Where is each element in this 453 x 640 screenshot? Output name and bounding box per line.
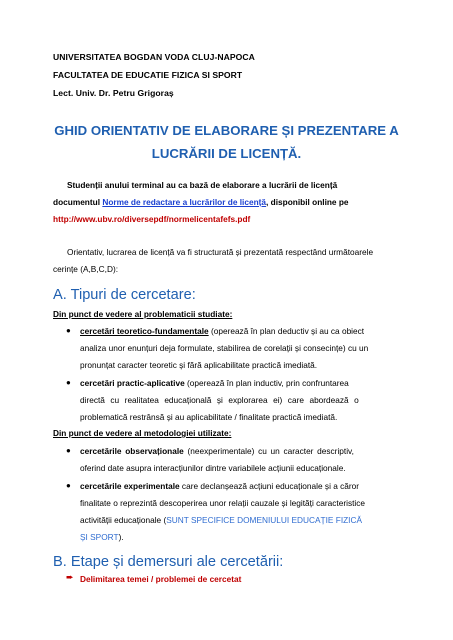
b4-line3 bbox=[80, 515, 362, 525]
norme-url[interactable]: http://www.ubv.ro/diversepdf/normelicentafefs.pdf bbox=[53, 214, 251, 224]
section-a-sub2: Din punct de vedere al metodologiei utilizate: bbox=[53, 428, 232, 438]
intro-line2 bbox=[53, 197, 349, 207]
section-a-heading: A. Tipuri de cercetare: bbox=[53, 287, 196, 303]
b1-line1 bbox=[80, 326, 364, 336]
bullet-dot-icon: ● bbox=[66, 446, 71, 455]
b1-line3: pronunțat caracter teoretic și fără aplicabilitate practică imediată. bbox=[80, 360, 318, 370]
b1-term: cercetări teoretico-fundamentale bbox=[80, 326, 209, 336]
b3-line1 bbox=[80, 446, 354, 456]
b4-term: cercetările experimentale bbox=[80, 481, 180, 491]
b2-line1 bbox=[80, 378, 349, 388]
bullet-dot-icon: ● bbox=[66, 378, 71, 387]
document-title-line1: GHID ORIENTATIV DE ELABORARE ȘI PREZENTARE A bbox=[54, 123, 399, 138]
b1-line2: analiza unor enunțuri deja formulate, stabilirea de corelații și consecințe) cu un bbox=[80, 343, 369, 353]
b4-text3: activității educaționale ( bbox=[80, 515, 167, 525]
orientation-line2: cerințe (A,B,C,D): bbox=[53, 264, 119, 274]
b1-text1: (operează în plan deductiv și au ca obiect bbox=[208, 326, 365, 336]
lecturer-name: Lect. Univ. Dr. Petru Grigoraș bbox=[53, 88, 174, 98]
right-arrow-icon: ➨ bbox=[66, 572, 74, 582]
intro-line2-pre: documentul bbox=[53, 197, 103, 207]
university-name: UNIVERSITATEA BOGDAN VODA CLUJ-NAPOCA bbox=[53, 52, 255, 62]
b4-text1: care declanșează acțiuni educaționale și a căror bbox=[179, 481, 360, 491]
b4-line4 bbox=[80, 532, 124, 542]
b3-text1: (neexperimentale) cu un caracter descriptiv, bbox=[183, 446, 354, 456]
intro-line1: Studenții anului terminal au ca bază de elaborare a lucrării de licență bbox=[67, 180, 338, 190]
orientation-line1: Orientativ, lucrarea de licență va fi structurată și prezentată respectând următoarele bbox=[67, 247, 374, 257]
section-a-sub1: Din punct de vedere al problematicii studiate: bbox=[53, 309, 233, 319]
document-title-line2: LUCRĂRII DE LICENȚĂ. bbox=[151, 146, 302, 161]
section-b-item1: Delimitarea temei / problemei de cercetat bbox=[80, 574, 242, 584]
b3-term: cercetările observaționale bbox=[80, 446, 184, 456]
b2-line2: directă cu realitatea educațională și explorarea ei) care abordează o bbox=[80, 395, 359, 405]
b2-text1: (operează în plan inductiv, prin confruntarea bbox=[184, 378, 349, 388]
b3-line2: oferind date asupra interacțiunilor dintre variabilele acțiunii educaționale. bbox=[80, 463, 346, 473]
b2-line3: problematică restrânsă și au aplicabilitate / finalitate practică imediată. bbox=[80, 412, 338, 422]
section-b-heading: B. Etape și demersuri ale cercetării: bbox=[53, 554, 284, 570]
bullet-dot-icon: ● bbox=[66, 481, 71, 490]
bullet-dot-icon: ● bbox=[66, 326, 71, 335]
faculty-name: FACULTATEA DE EDUCATIE FIZICA SI SPORT bbox=[53, 70, 243, 80]
norme-link[interactable]: Norme de redactare a lucrărilor de licență bbox=[102, 197, 267, 207]
b4-domain-note-end: ȘI SPORT bbox=[80, 532, 119, 542]
intro-line2-post: , disponibil online pe bbox=[266, 197, 349, 207]
b4-domain-note: SUNT SPECIFICE DOMENIULUI EDUCAȚIE FIZICĂ bbox=[166, 515, 363, 525]
b4-text4: ). bbox=[118, 532, 124, 542]
b2-term: cercetări practic-aplicative bbox=[80, 378, 185, 388]
b4-line1 bbox=[80, 481, 359, 491]
b4-line2: finalitate o reprezintă descoperirea unor relații cauzale și legități caracteristice bbox=[80, 498, 366, 508]
